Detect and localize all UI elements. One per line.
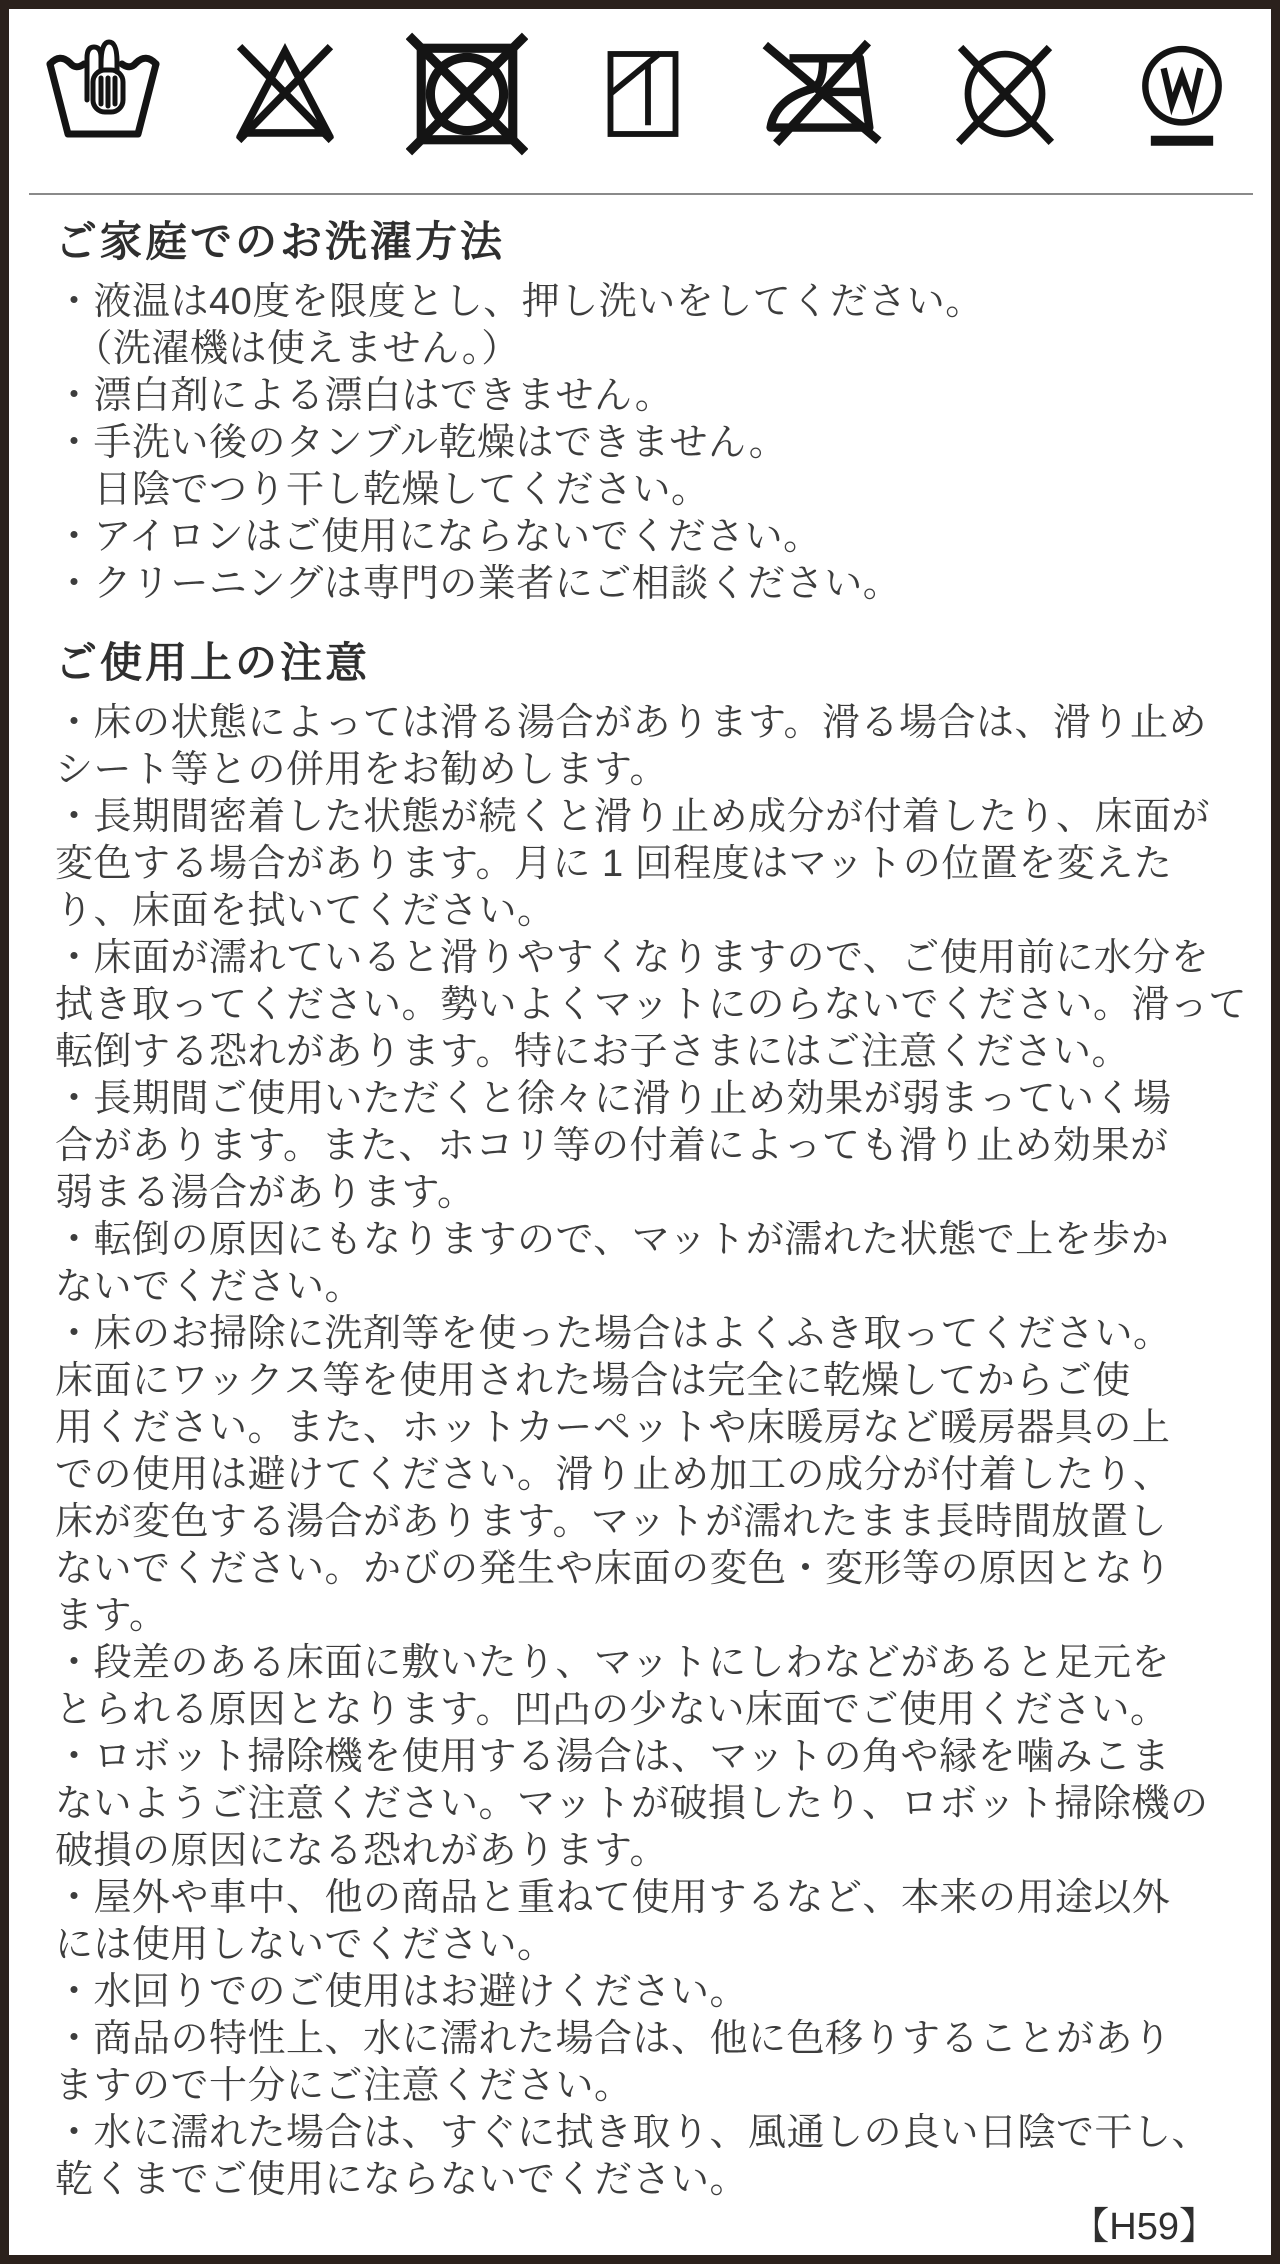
text-line: ・ロボット掃除機を使用する湯合は、マットの角や縁を噛みこま (55, 1736, 1170, 1778)
text-line: ・屋外や車中、他の商品と重ねて使用するなど、本来の用途以外 (55, 1877, 1171, 1919)
caution-section-heading: ご使用上の注意 (55, 639, 371, 686)
text-line: での使用は避けてください。滑り止め加工の成分が付着したり、 (55, 1454, 1172, 1496)
text-line: ・手洗い後のタンブル乾燥はできません。 (55, 422, 788, 464)
text-line: には使用しないでください。 (55, 1924, 556, 1966)
text-line: ・転倒の原因にもなりますので、マットが濡れた状態で上を歩か (55, 1219, 1170, 1261)
text-line: 転倒する恐れがあります。特にお子さまにはご注意ください。 (55, 1031, 1130, 1073)
text-line: とられる原因となります。凹凸の少ない床面でご使用ください。 (55, 1689, 1169, 1731)
label-text-content (9, 217, 1271, 2251)
text-line: ます。 (55, 1595, 168, 1637)
text-line: ますので十分にご注意ください。 (55, 2065, 633, 2107)
text-line: ・商品の特性上、水に濡れた場合は、他に色移りすることがあり (55, 2018, 1172, 2060)
text-line: ・漂白剤による漂白はできません。 (55, 375, 674, 417)
wash-instructions-section (55, 217, 1221, 608)
text-line: 用ください。また、ホットカーペットや床暖房など暖房器具の上 (55, 1407, 1171, 1449)
text-line: ・床のお掃除に洗剤等を使った場合はよくふき取ってください。 (55, 1313, 1172, 1355)
text-line: 乾くまでご使用にならないでください。 (55, 2159, 749, 2201)
do-not-iron-icon (758, 31, 884, 157)
text-line: ないようご注意ください。マットが破損したり、ロボット掃除機の (55, 1783, 1209, 1825)
text-line: 床面にワックス等を使用された場合は完全に乾燥してからご使 (55, 1360, 1131, 1402)
label-code: 【H59】 (1071, 2206, 1217, 2248)
text-line: ・水回りでのご使用はお避けください。 (55, 1971, 749, 2013)
text-line: ・アイロンはご使用にならないでください。 (55, 516, 822, 558)
text-line: ・長期間ご使用いただくと徐々に滑り止め効果が弱まっていく場 (55, 1078, 1172, 1120)
text-line: 拭き取ってください。勢いよくマットにのらないでください。滑って (55, 984, 1247, 1026)
text-line: 日陰でつり干し乾燥してください。 (55, 469, 710, 511)
text-line: ・床の状態によっては滑る湯合があります。滑る場合は、滑り止め (55, 702, 1207, 744)
caution-section-body (55, 700, 1247, 2204)
text-line: ・長期間密着した状態が続くと滑り止め成分が付着したり、床面が (55, 796, 1211, 838)
text-line: ・水に濡れた場合は、すぐに拭き取り、風通しの良い日陰で干し、 (55, 2112, 1211, 2154)
text-line: り、床面を拭いてください。 (55, 890, 556, 932)
text-line: ・床面が濡れていると滑りやすくなりますので、ご使用前に水分を (55, 937, 1210, 979)
care-symbols-row (43, 31, 1237, 157)
text-line: 弱まる湯合があります。 (55, 1172, 476, 1214)
do-not-tumble-dry-icon (406, 31, 528, 157)
text-line: シート等との併用をお勧めします。 (55, 749, 668, 791)
text-line: （洗濯機は使えません。） (55, 328, 520, 370)
text-line: ・段差のある床面に敷いたり、マットにしわなどがあると足元を (55, 1642, 1170, 1684)
wash-section-heading: ご家庭でのお洗濯方法 (55, 218, 506, 265)
text-line: 床が変色する湯合があります。マットが濡れたまま長時間放置し (55, 1501, 1167, 1543)
hand-wash-icon (43, 31, 163, 157)
do-not-dry-clean-icon (948, 31, 1062, 157)
line-dry-in-shade-icon (593, 31, 693, 157)
text-line: 破損の原因になる恐れがあります。 (55, 1830, 668, 1872)
wash-section-body (55, 279, 1221, 608)
symbols-text-divider (29, 193, 1253, 195)
text-line: ないでください。かびの発生や床面の変色・変形等の原因となり (55, 1548, 1172, 1590)
text-line: ・液温は40度を限度とし、押し洗いをしてください。 (55, 281, 984, 323)
text-line: 合があります。また、ホコリ等の付着によっても滑り止め効果が (55, 1125, 1169, 1167)
do-not-bleach-icon (228, 31, 342, 157)
text-line: ・クリーニングは専門の業者にご相談ください。 (55, 563, 902, 605)
wet-cleaning-gentle-icon (1127, 31, 1237, 157)
usage-caution-section (55, 638, 1247, 2204)
text-line: ないでください。 (55, 1266, 364, 1308)
text-line: 変色する場合があります。月に 1 回程度はマットの位置を変えた (55, 843, 1173, 885)
